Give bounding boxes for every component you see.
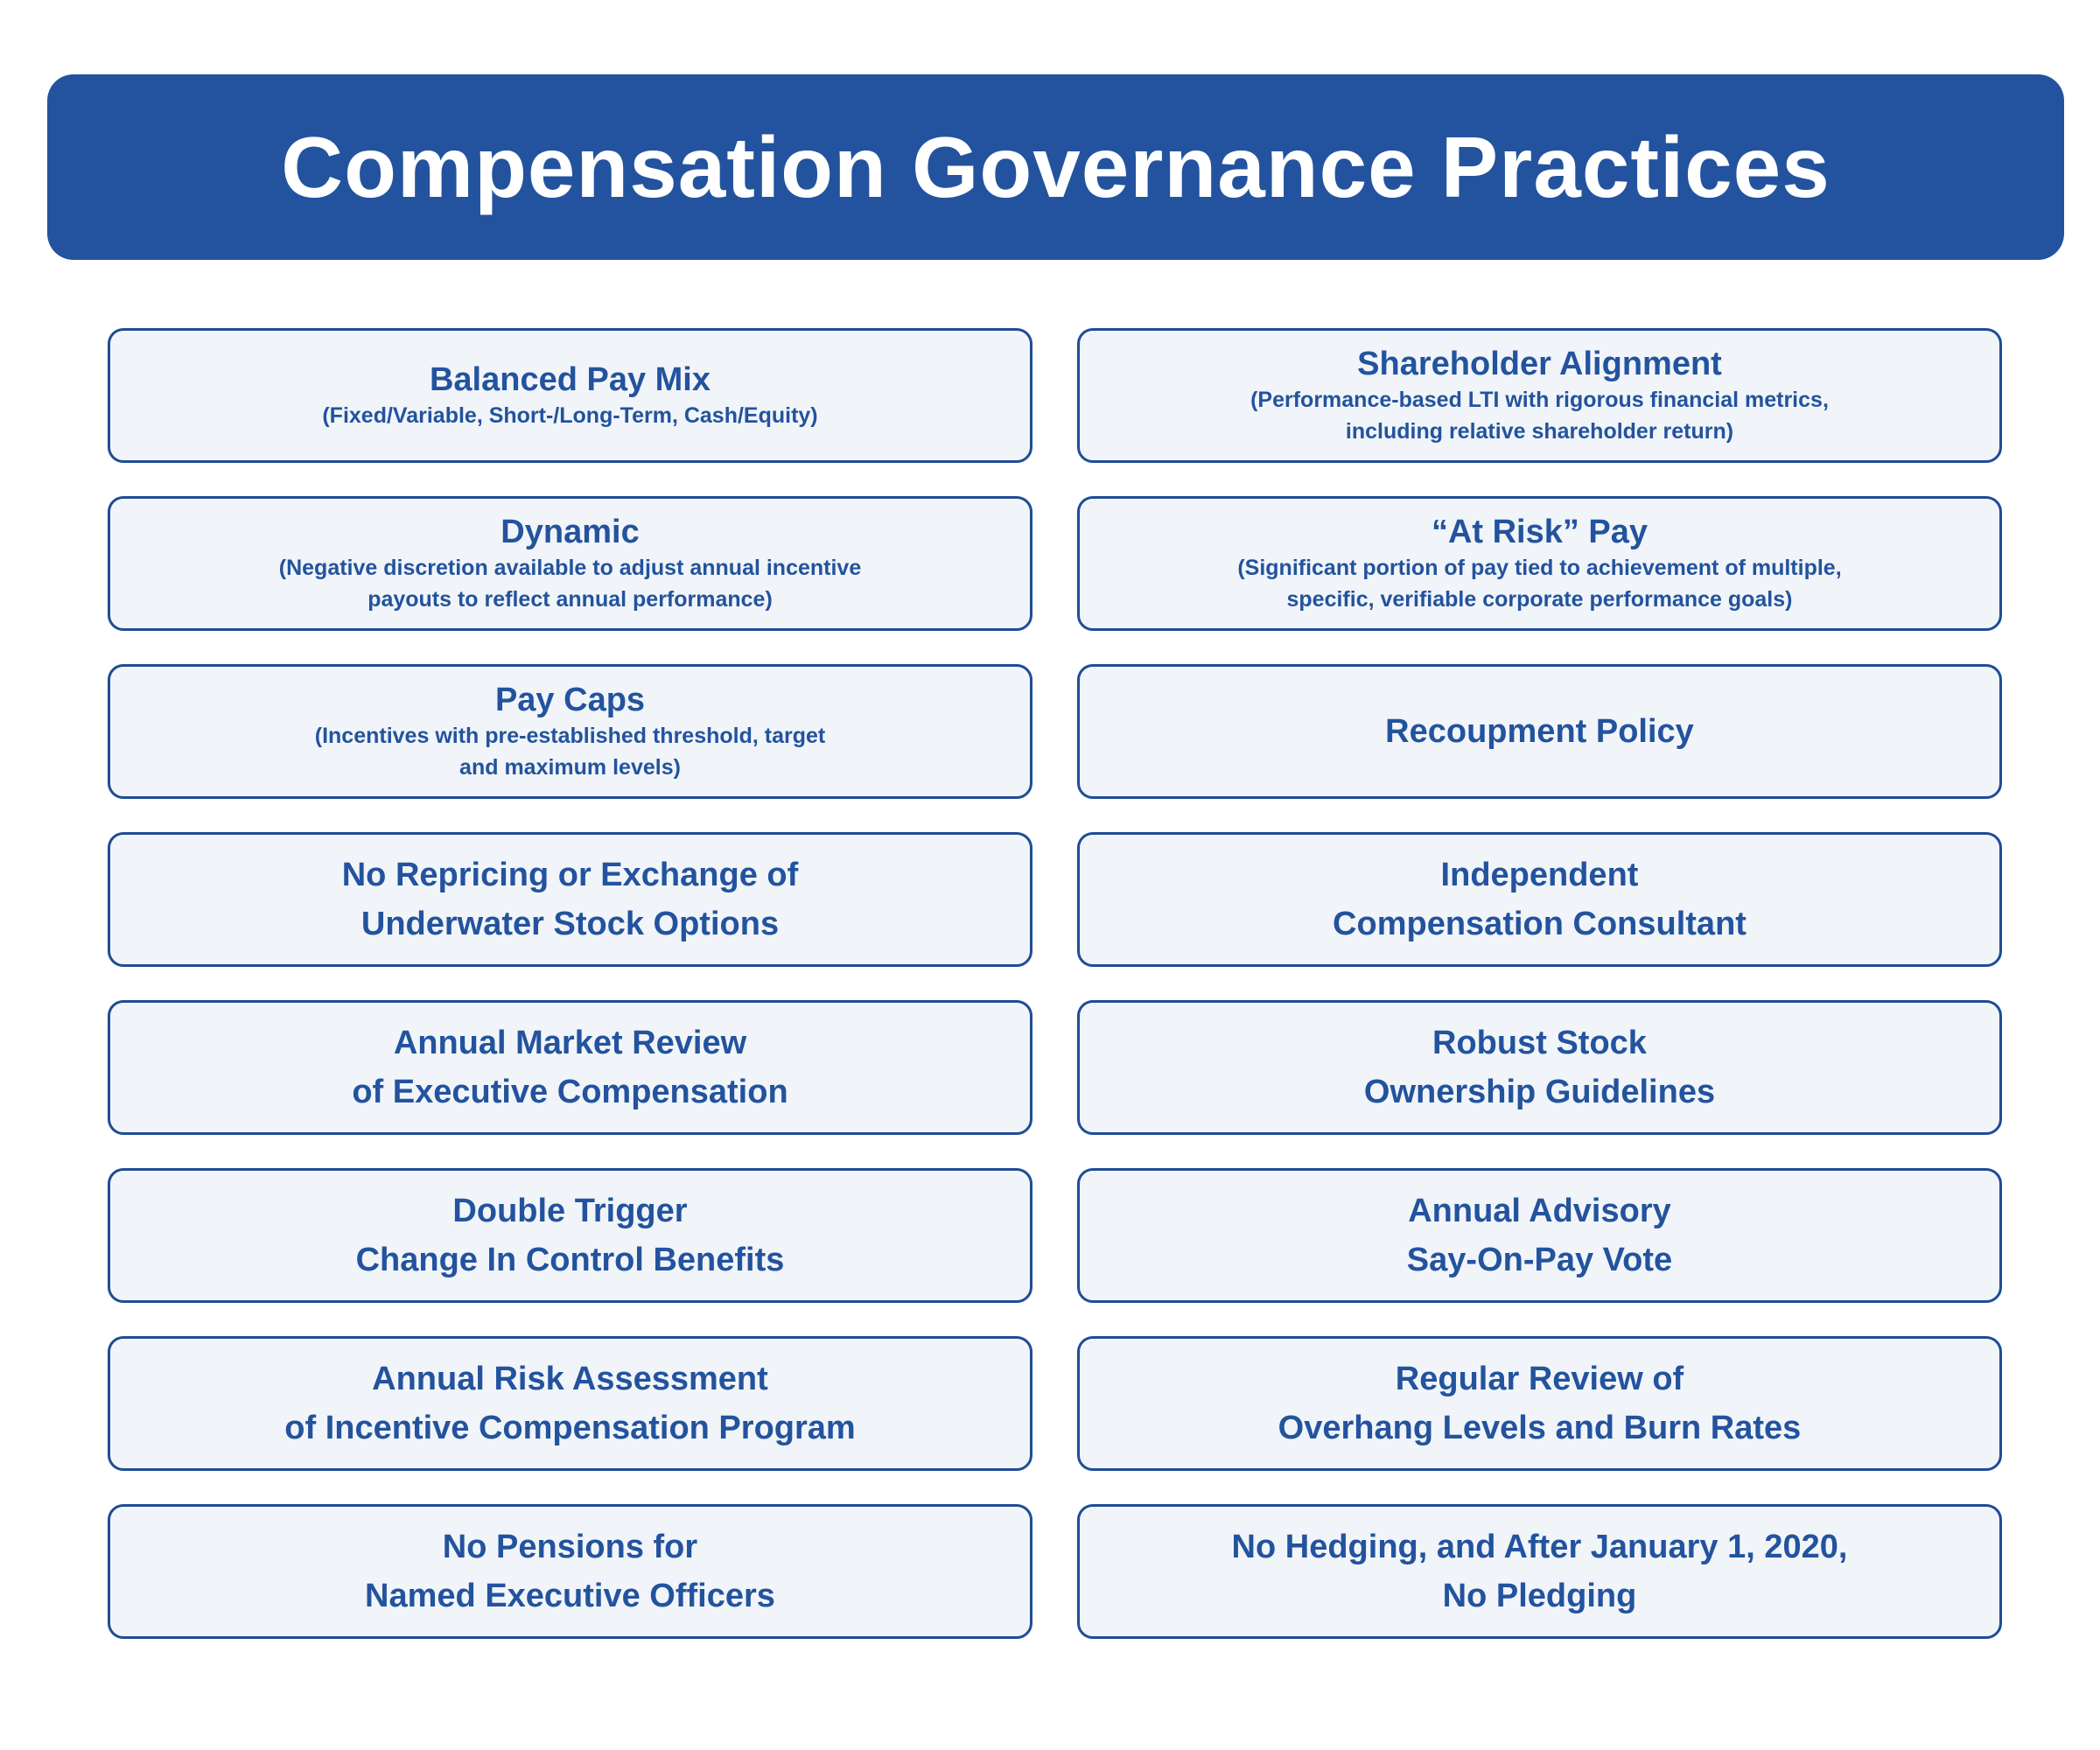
practice-card: [108, 1504, 1032, 1639]
practice-description: (Performance-based LTI with rigorous financial metrics, including relative shareholder return): [1250, 388, 1829, 444]
practices-grid: [108, 328, 2002, 1639]
practice-title: “At Risk” Pay: [1431, 514, 1648, 550]
practice-card: [108, 1000, 1032, 1135]
practice-title: Pay Caps: [494, 682, 646, 718]
practice-description: (Negative discretion available to adjust annual incentive payouts to reflect annual performance): [278, 556, 862, 612]
practice-card: [108, 328, 1032, 463]
practice-card: [1077, 496, 2002, 631]
practice-title: Independent Compensation Consultant: [1333, 857, 1746, 942]
practice-title: Regular Review of Overhang Levels and Burn Rates: [1278, 1361, 1802, 1446]
practice-card: [1077, 664, 2002, 799]
practice-title: Robust Stock Ownership Guidelines: [1363, 1025, 1716, 1110]
practice-card: [108, 664, 1032, 799]
practice-title: Annual Advisory Say-On-Pay Vote: [1406, 1193, 1673, 1278]
practice-title: Annual Market Review of Executive Compensation: [352, 1025, 788, 1110]
practice-card: [108, 1168, 1032, 1303]
practice-description: (Incentives with pre-established threshold, target and maximum levels): [314, 724, 826, 780]
page-title: Compensation Governance Practices: [281, 118, 1830, 215]
practice-card: [108, 496, 1032, 631]
practice-title: Annual Risk Assessment of Incentive Compensation Program: [284, 1361, 856, 1446]
practice-title: No Repricing or Exchange of Underwater Stock Options: [341, 857, 799, 942]
practice-title: Recoupment Policy: [1385, 713, 1694, 750]
practice-title: No Pensions for Named Executive Officers: [365, 1529, 775, 1614]
practice-card: [1077, 832, 2002, 967]
practice-title: Dynamic: [500, 514, 640, 550]
practice-title: Balanced Pay Mix: [429, 361, 711, 398]
practice-card: [108, 1336, 1032, 1471]
practice-card: [1077, 1168, 2002, 1303]
practice-title: Double Trigger Change In Control Benefits: [355, 1193, 785, 1278]
practice-card: [1077, 1504, 2002, 1639]
practice-title: No Hedging, and After January 1, 2020, No Pledging: [1231, 1529, 1848, 1614]
practice-description: (Significant portion of pay tied to achievement of multiple, specific, verifiable corporate performance goals): [1237, 556, 1842, 612]
practice-card: [1077, 1000, 2002, 1135]
title-banner: [47, 74, 2064, 260]
practice-title: Shareholder Alignment: [1357, 346, 1722, 382]
practice-description: (Fixed/Variable, Short-/Long-Term, Cash/Equity): [322, 403, 818, 428]
practice-card: [108, 832, 1032, 967]
practice-card: [1077, 328, 2002, 463]
practice-card: [1077, 1336, 2002, 1471]
